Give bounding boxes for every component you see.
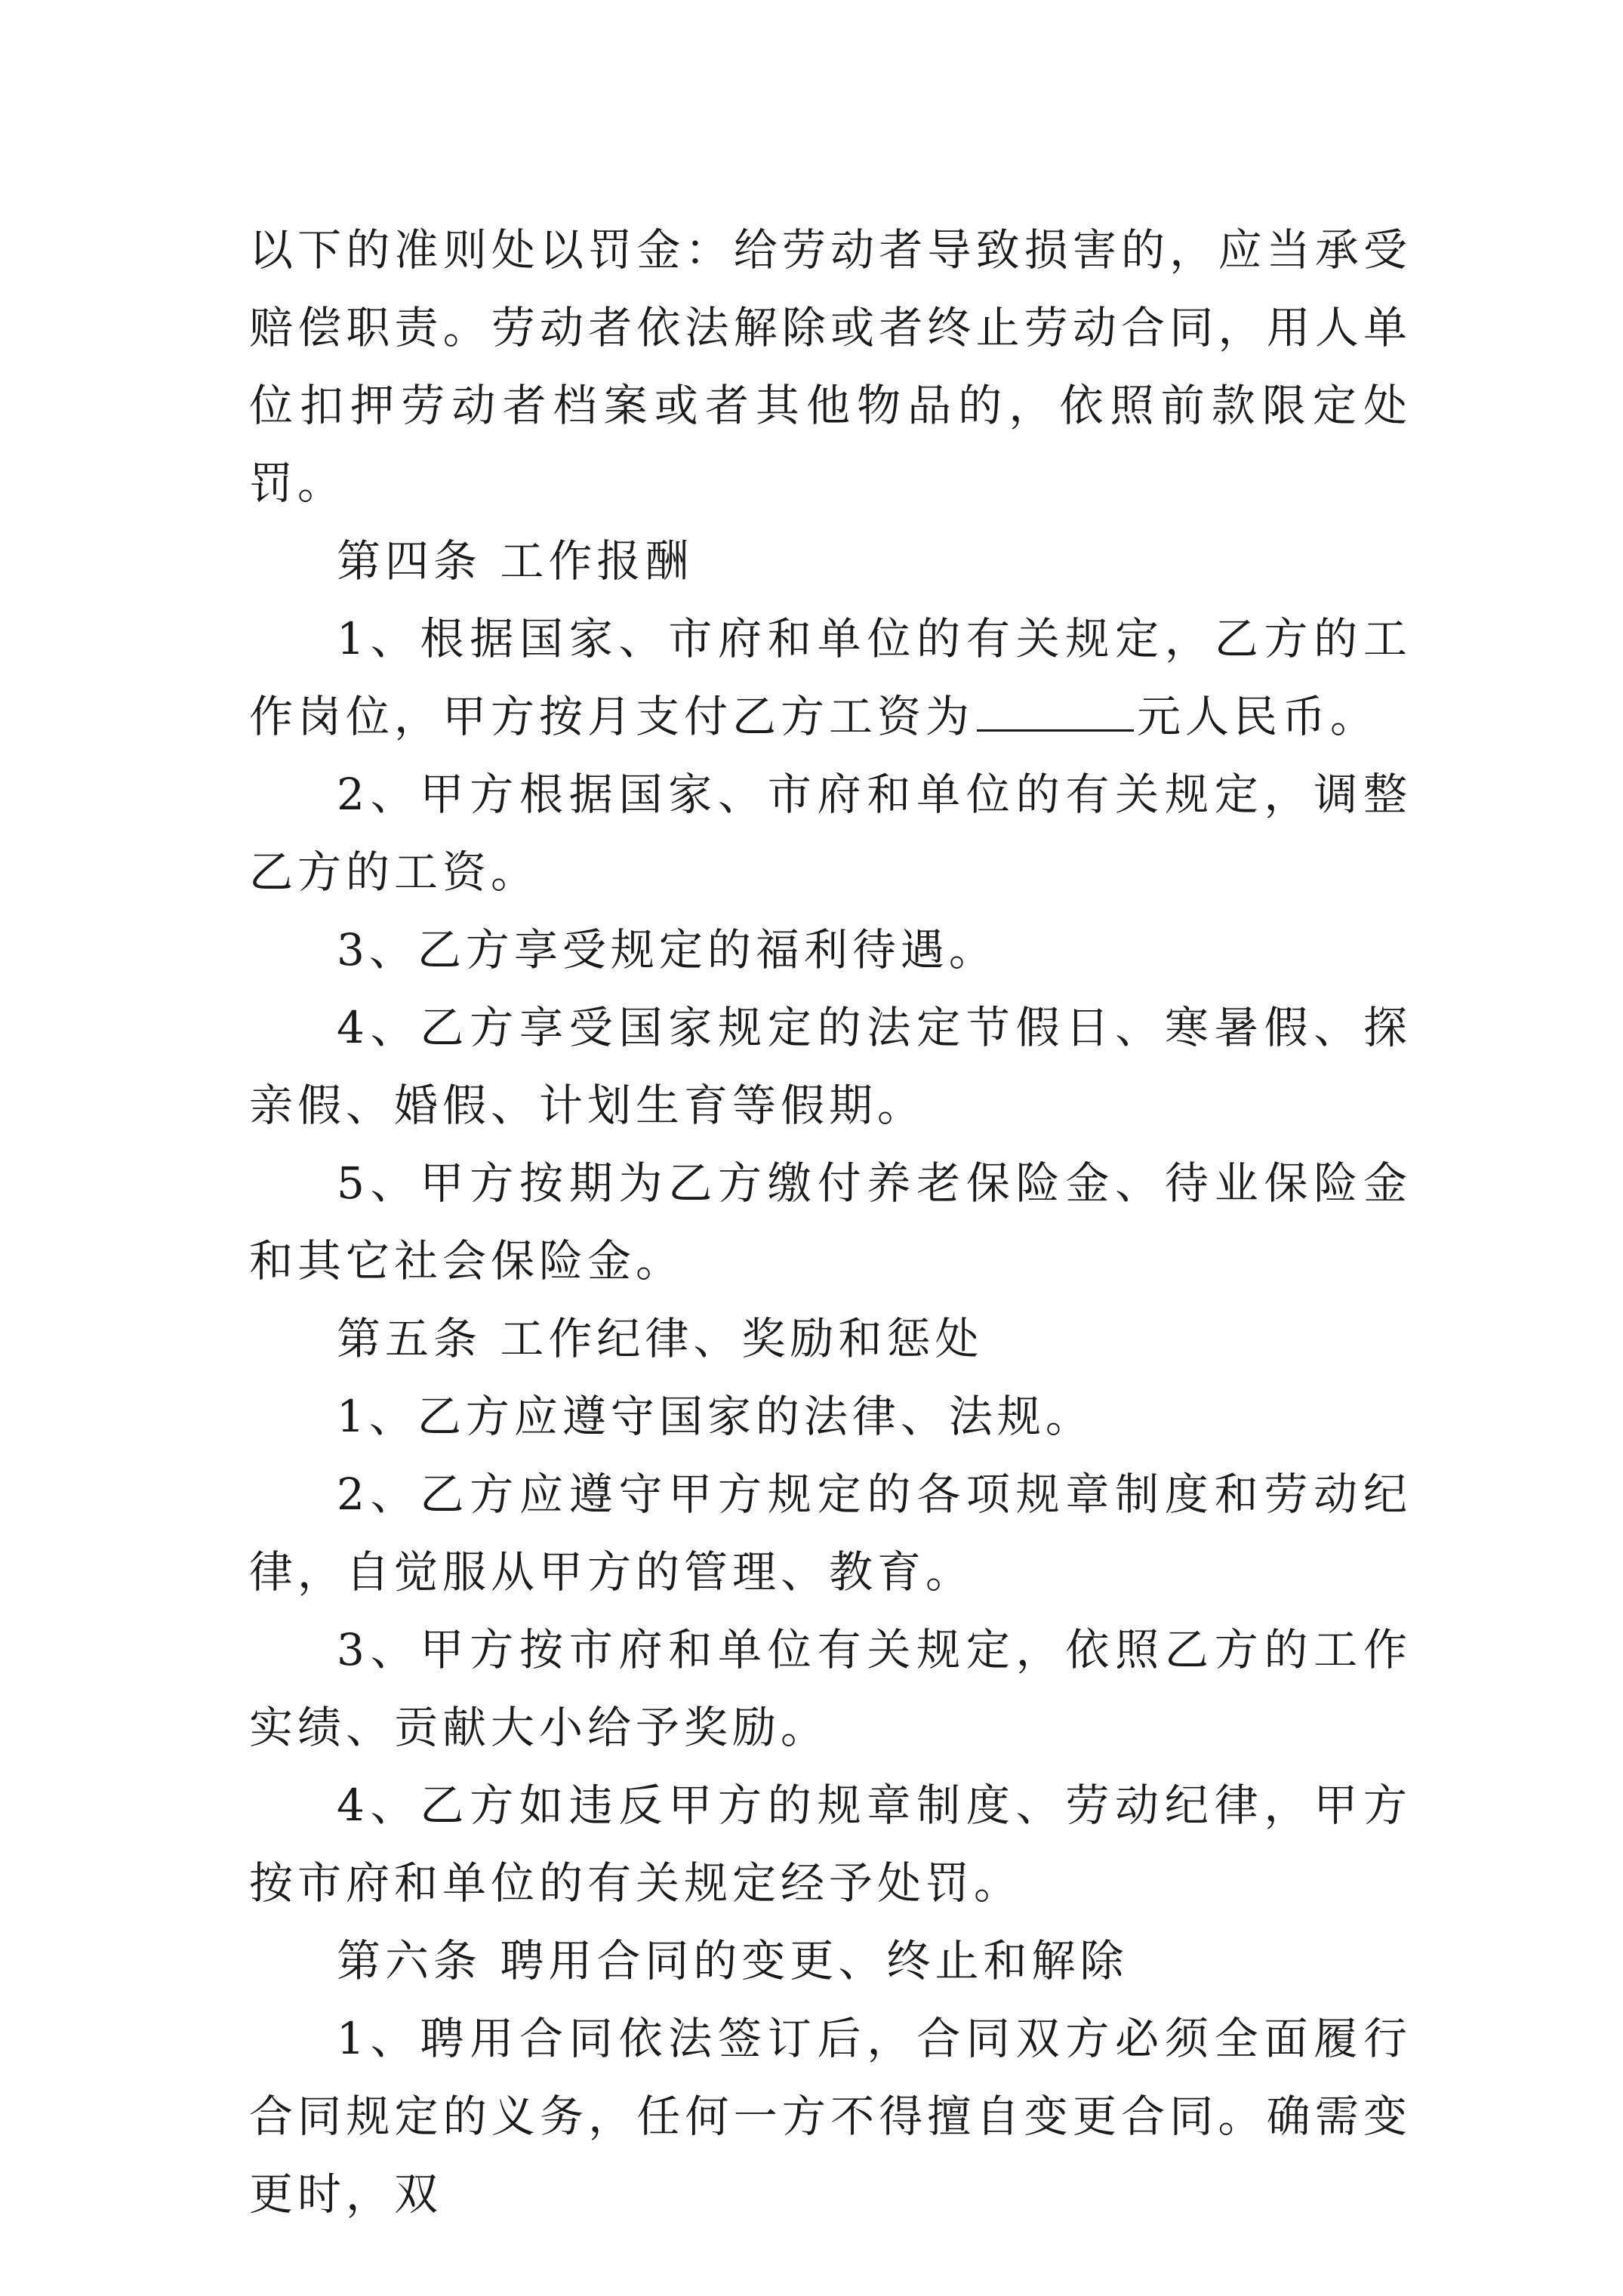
salary-text-after: 元人民币。 xyxy=(1137,691,1379,742)
paragraph-welfare: 3、乙方享受规定的福利待遇。 xyxy=(337,924,997,975)
paragraph-contract-change: 1、聘用合同依法签订后，合同双方必须全面履行合同规定的义务，任何一方不得擅自变更合同。确需变更时，双 xyxy=(249,2013,1412,2220)
heading-article-5: 第五条 工作纪律、奖励和惩处 xyxy=(337,1313,984,1364)
paragraph-salary-adjust: 2、甲方根据国家、市府和单位的有关规定，调整乙方的工资。 xyxy=(249,769,1412,898)
paragraph-salary xyxy=(249,600,1412,756)
document-body xyxy=(249,211,1412,2233)
heading-article-4: 第四条 工作报酬 xyxy=(337,535,694,587)
paragraph-obey-law: 1、乙方应遵守国家的法律、法规。 xyxy=(337,1391,1094,1442)
paragraph-rewards: 3、甲方按市府和单位有关规定，依照乙方的工作实绩、贡献大小给予奖励。 xyxy=(249,1624,1412,1753)
paragraph-obey-rules: 2、乙方应遵守甲方规定的各项规章制度和劳动纪律，自觉服从甲方的管理、教育。 xyxy=(249,1469,1412,1598)
paragraph-punishment: 4、乙方如违反甲方的规章制度、劳动纪律，甲方按市府和单位的有关规定经予处罚。 xyxy=(249,1780,1412,1909)
paragraph-insurance: 5、甲方按期为乙方缴付养老保险金、待业保险金和其它社会保险金。 xyxy=(249,1157,1412,1287)
paragraph-penalty-clause: 以下的准则处以罚金：给劳动者导致损害的，应当承受赔偿职责。劳动者依法解除或者终止劳动合同，用人单位扣押劳动者档案或者其他物品的，依照前款限定处罚。 xyxy=(249,224,1412,509)
salary-text-before: 1、根据国家、市府和单位的有关规定，乙方的工作岗位，甲方按月支付乙方工资为 xyxy=(249,613,1412,742)
salary-amount-blank xyxy=(977,683,1134,732)
heading-article-6: 第六条 聘用合同的变更、终止和解除 xyxy=(337,1935,1129,1986)
paragraph-holidays: 4、乙方享受国家规定的法定节假日、寒暑假、探亲假、婚假、计划生育等假期。 xyxy=(249,1002,1412,1131)
